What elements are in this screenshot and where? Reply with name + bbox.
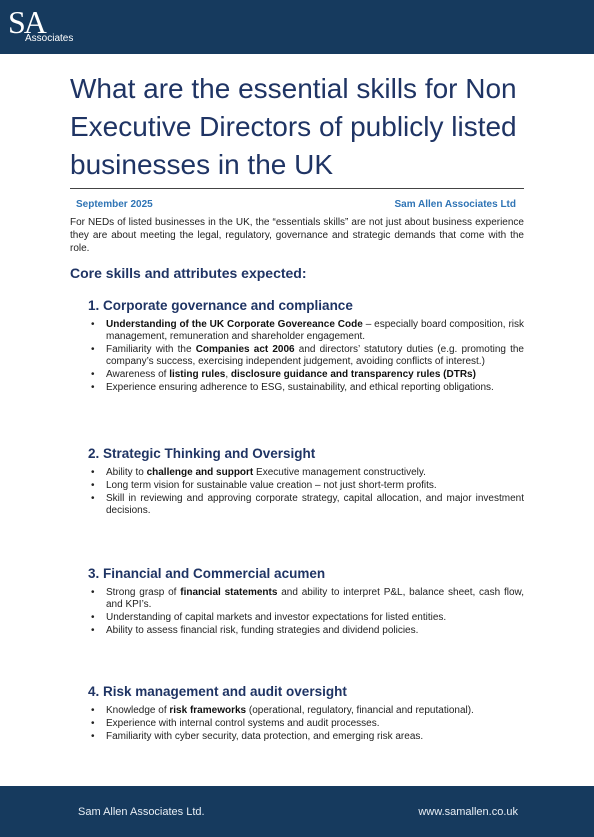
document-author: Sam Allen Associates Ltd — [394, 199, 516, 210]
section-4 — [70, 684, 524, 744]
list-item: • Knowledge of risk frameworks (operational, regulatory, financial and reputational). — [106, 705, 524, 717]
footer-company: Sam Allen Associates Ltd. — [78, 806, 205, 818]
bullet-list — [70, 467, 524, 517]
page-footer — [0, 786, 594, 837]
list-item: • Long term vision for sustainable value creation – not just short-term profits. — [106, 480, 524, 492]
logo-subtitle: Associates — [25, 33, 74, 44]
bullet-list — [70, 319, 524, 394]
list-item: • Understanding of the UK Corporate Govereance Code – especially board composition, risk management, remuneration and shareholder engagement. — [106, 319, 524, 343]
document-title: What are the essential skills for Non Executive Directors of publicly listed businesses in the UK — [70, 70, 524, 189]
bullet-list — [70, 705, 524, 743]
page-header — [0, 0, 594, 54]
section-1 — [70, 298, 524, 395]
section-2 — [70, 446, 524, 518]
footer-website-link[interactable]: www.samallen.co.uk — [418, 806, 518, 818]
list-item: • Familiarity with the Companies act 2006 and directors’ statutory duties (e.g. promoting the company’s success, exercising independent judgement, avoiding conflicts of interest.) — [106, 344, 524, 368]
section-title: 2. Strategic Thinking and Oversight — [88, 446, 316, 461]
document-date: September 2025 — [76, 199, 153, 210]
intro-paragraph: For NEDs of listed businesses in the UK, the “essentials skills” are not just about business experience they are about meeting the legal, regulatory, governance and strategic demands that come with the role. — [70, 217, 524, 254]
list-item: • Awareness of listing rules, disclosure guidance and transparency rules (DTRs) — [106, 369, 524, 381]
list-item: • Ability to assess financial risk, funding strategies and dividend policies. — [106, 625, 524, 637]
section-title: 1. Corporate governance and compliance — [88, 298, 353, 313]
section-title: 4. Risk management and audit oversight — [88, 684, 347, 699]
list-item: • Strong grasp of financial statements and ability to interpret P&L, balance sheet, cash flow, and KPI’s. — [106, 587, 524, 611]
core-heading: Core skills and attributes expected: — [70, 265, 307, 281]
bullet-list — [70, 587, 524, 637]
list-item: • Experience ensuring adherence to ESG, sustainability, and ethical reporting obligations. — [106, 382, 524, 394]
list-item: • Skill in reviewing and approving corporate strategy, capital allocation, and major investment decisions. — [106, 493, 524, 517]
section-title: 3. Financial and Commercial acumen — [88, 566, 326, 581]
list-item: • Ability to challenge and support Executive management constructively. — [106, 467, 524, 479]
list-item: • Familiarity with cyber security, data protection, and emerging risk areas. — [106, 731, 524, 743]
list-item: • Experience with internal control systems and audit processes. — [106, 718, 524, 730]
logo-mark: SA — [8, 4, 45, 40]
company-logo — [8, 3, 88, 51]
document-body — [70, 70, 524, 281]
list-item: • Understanding of capital markets and investor expectations for listed entities. — [106, 612, 524, 624]
document-meta — [70, 199, 524, 210]
section-3 — [70, 566, 524, 638]
